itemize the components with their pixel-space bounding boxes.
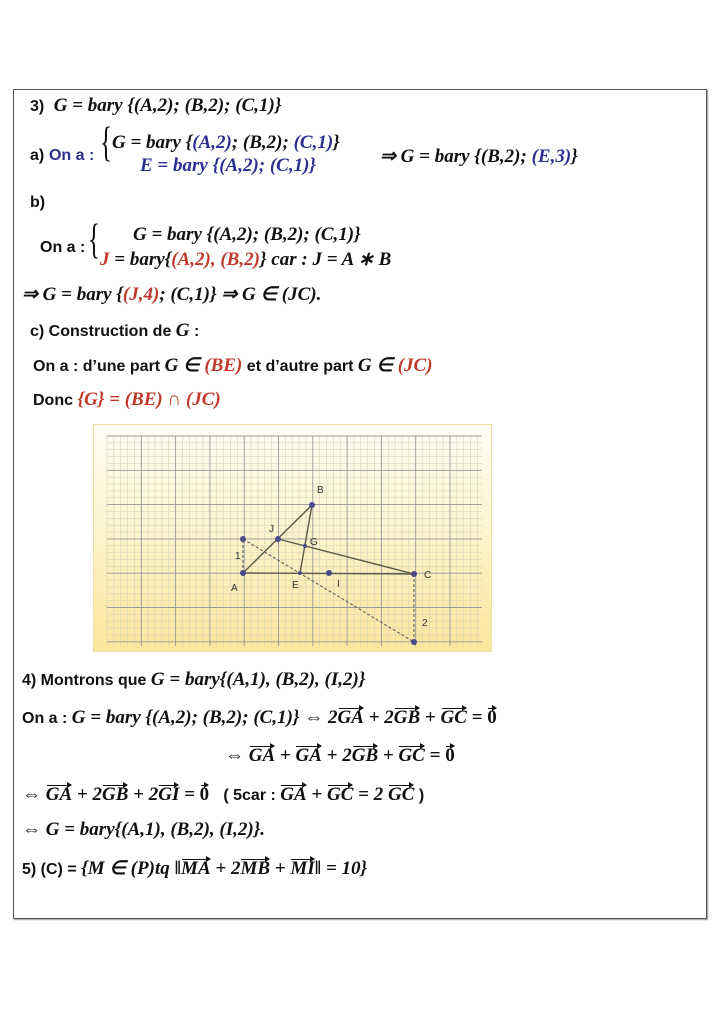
math-text: ; (B,2); (231, 132, 294, 153)
section-4-title (22, 669, 365, 691)
text: : (189, 323, 200, 340)
part-b-system-line1 (133, 224, 361, 246)
math-text: G = bary {(A,2); (B,2); (C,1)} (133, 224, 361, 245)
math-text: ‖ = 10} (314, 858, 368, 879)
math-text: } (333, 132, 340, 153)
svg-text:J: J (269, 524, 274, 535)
brace-b: { (88, 217, 101, 263)
part-b-on-a (40, 237, 85, 257)
vector-GC: GC (327, 784, 354, 805)
vector-GI: GI (158, 784, 180, 805)
math-text: G = bary {(A,2); (B,2); (C,1)} ⇔ 2 (71, 707, 338, 728)
math-op: = 2 (353, 784, 388, 805)
math-text: J (100, 249, 110, 270)
math-text: {M ∈ (P)tq ‖ (81, 858, 182, 879)
svg-text:G: G (310, 537, 318, 548)
vector-GC: GC (440, 707, 467, 728)
math-text: } (571, 146, 578, 167)
vector-zero: 0 (487, 707, 497, 728)
brace-a: { (100, 120, 113, 166)
part-c-line2 (33, 389, 221, 411)
math-text: G (175, 320, 190, 341)
math-text: E = bary {(A,2); (C,1)} (140, 155, 317, 176)
vector-GA: GA (295, 745, 322, 766)
vector-zero: 0 (199, 784, 210, 805)
section-4-line3 (22, 784, 424, 806)
math-op: = (466, 707, 488, 728)
vector-GA: GA (248, 745, 276, 766)
vector-MB: MB (240, 858, 271, 879)
math-text: (A,2) (192, 132, 232, 153)
math-text: (A,2), (B,2) (171, 249, 260, 270)
math-op: ⇔ (225, 745, 249, 766)
math-text: G ∈ (164, 355, 205, 376)
math-op: + 2 (210, 858, 241, 879)
math-text: G = bary { (112, 132, 193, 153)
vector-GC: GC (387, 784, 415, 805)
note-text: ( 5car : (223, 787, 281, 804)
math-text: ⇔ G = bary{(A,1), (B,2), (I,2)}. (22, 819, 266, 840)
math-text: (BE) (204, 355, 243, 376)
math-op: + (306, 784, 327, 805)
svg-text:A: A (231, 583, 238, 594)
on-a-text: On a : (40, 239, 86, 256)
vector-GC: GC (398, 745, 425, 766)
part-b-system-line2 (100, 248, 391, 271)
heading-math: G = bary {(A,2); (B,2); (C,1)} (53, 95, 282, 116)
part-c-line1 (33, 354, 433, 377)
part-a-system-line2 (140, 155, 316, 177)
math-op: + (270, 858, 291, 879)
text: 5) (C) = (22, 861, 82, 878)
section-4-line2 (225, 745, 455, 767)
vector-MA: MA (181, 858, 211, 879)
math-text: = bary{ (109, 249, 172, 270)
vector-GB: GB (101, 784, 129, 805)
part-c-title (30, 320, 199, 342)
text: 4) Montrons que (22, 672, 151, 689)
part-a-label (30, 145, 94, 165)
math-text: ⇒ G = bary { (22, 284, 123, 305)
section-4-line4 (22, 819, 265, 841)
math-op: + (275, 745, 296, 766)
text: On a : d’une part (33, 358, 165, 375)
part-a-system-line1 (112, 132, 340, 154)
math-op: + 2 (72, 784, 102, 805)
svg-text:C: C (424, 570, 432, 581)
math-op: ⇔ (22, 784, 46, 805)
svg-text:2: 2 (422, 618, 428, 629)
math-text: G = bary{(A,1), (B,2), (I,2)} (150, 669, 366, 690)
math-text: (J,4) (122, 284, 160, 305)
section-4-line1 (22, 707, 497, 729)
vector-GA: GA (337, 707, 364, 728)
vector-GB: GB (351, 745, 379, 766)
on-a-text: On a : (48, 147, 95, 164)
svg-text:I: I (337, 579, 340, 590)
svg-text:E: E (292, 580, 299, 591)
math-text: {G} = (BE) ∩ (JC) (77, 389, 221, 410)
text: On a : (22, 710, 72, 727)
vector-GB: GB (393, 707, 421, 728)
section-5 (22, 857, 367, 880)
math-text: (E,3) (531, 146, 572, 167)
part-a-letter: a) (30, 147, 45, 164)
math-text: ⇒ G = bary {(B,2); (380, 146, 532, 167)
svg-text:1: 1 (235, 551, 241, 562)
text: Donc (33, 392, 78, 409)
part-b-conclusion (22, 283, 321, 306)
text: et d’autre part (242, 358, 358, 375)
svg-text:B: B (317, 485, 324, 496)
math-op: = (424, 745, 446, 766)
math-op: + 2 (128, 784, 159, 805)
math-op: = (179, 784, 200, 805)
section-number: 3) (30, 98, 45, 115)
geometry-diagram (94, 425, 493, 653)
math-text: G ∈ (357, 355, 398, 376)
note-text: ) (414, 787, 425, 804)
math-op: + 2 (321, 745, 352, 766)
math-text: (C,1) (293, 132, 334, 153)
math-text: } car : J = A ∗ B (259, 249, 392, 270)
vector-GA: GA (45, 784, 73, 805)
math-text: (JC) (397, 355, 433, 376)
math-text: ; (C,1)} ⇒ G ∈ (JC). (159, 284, 322, 305)
vector-MI: MI (290, 858, 315, 879)
math-op: + 2 (363, 707, 394, 728)
part-b-letter: b) (30, 194, 46, 211)
part-b-label (30, 192, 45, 212)
vector-GA: GA (280, 784, 307, 805)
part-a-implication (380, 145, 578, 168)
text: c) Construction de (30, 323, 176, 340)
math-op: + (420, 707, 441, 728)
section-3-heading (30, 95, 281, 117)
vector-zero: 0 (445, 745, 455, 766)
math-op: + (378, 745, 399, 766)
construction-figure (93, 424, 492, 652)
